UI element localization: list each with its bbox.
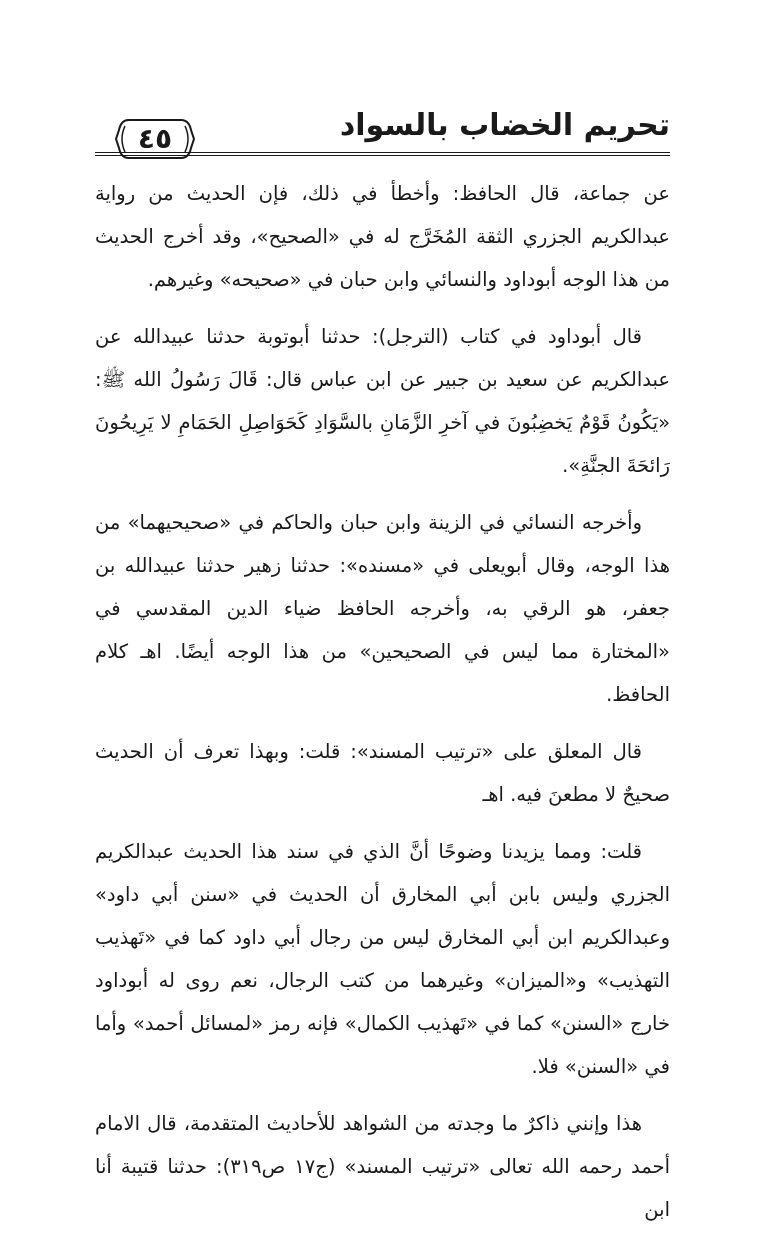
paragraph: هذا وإنني ذاكرٌ ما وجدته من الشواهد للأحاديث المتقدمة، قال الامام أحمد رحمه الله تعالى «ترتيب المسند» (ج١٧ ص٣١٩): حدثنا قتيبة أنا ابن: [95, 1112, 671, 1221]
header-divider: [95, 152, 670, 156]
paragraph: قلت: ومما يزيدنا وضوحًا أنَّ الذي في سند هذا الحديث عبدالكريم الجزري وليس بابن أبي المخارق أن الحديث في «سنن أبي داود» وعبدالكريم ابن أبي المخارق ليس من رجال أبي داود كما في «تَهذيب التهذيب» و«الميزان» وغيرهما من كتب الرجال، نعم روى له أبوداود خارج «السنن» كما في «تَهذيب الكمال» فإنه رمز «لمسائل أحمد» وأما في «السنن» فلا.: [95, 840, 670, 1078]
paragraph: قال أبوداود في كتاب (الترجل): حدثنا أبوتوبة حدثنا عبيدالله عن عبدالكريم عن سعيد بن جبير عن ابن عباس قال: قَالَ رَسُولُ الله ﷺ: «يَكُونُ قَوْمٌ يَخضِبُونَ في آخرِ الزَّمَانِ بالسَّوَادِ كَحَوَاصِلِ الحَمَامِ لا يَرِيحُونَ رَائحَةَ الجنَّةِ».: [95, 325, 670, 477]
page-body: [95, 172, 670, 1245]
paragraph: عن جماعة، قال الحافظ: وأخطأ في ذلك، فإن الحديث من رواية عبدالكريم الجزري الثقة المُخَرَّج له في «الصحيح»، وقد أخرج الحديث من هذا الوجه أبوداود والنسائي وابن حبان في «صحيحه» وغيرهم.: [95, 182, 670, 291]
page-header: [95, 100, 670, 160]
paragraph: قال المعلق على «ترتيب المسند»: قلت: وبهذا تعرف أن الحديث صحيحٌ لا مطعنَ فيه. اهـ: [95, 740, 670, 806]
paragraph: وأخرجه النسائي في الزينة وابن حبان والحاكم في «صحيحيهما» من هذا الوجه، وقال أبويعلى في «مسنده»: حدثنا زهير حدثنا عبيدالله بن جعفر، هو الرقي به، وأخرجه الحافظ ضياء الدين المقدسي في «المختارة مما ليس في الصحيحين» من هذا الوجه أيضًا. اهـ كلام الحافظ.: [95, 511, 670, 706]
page-number: ٤٥: [137, 122, 173, 155]
running-title: تحريم الخضاب بالسواد: [339, 108, 670, 143]
